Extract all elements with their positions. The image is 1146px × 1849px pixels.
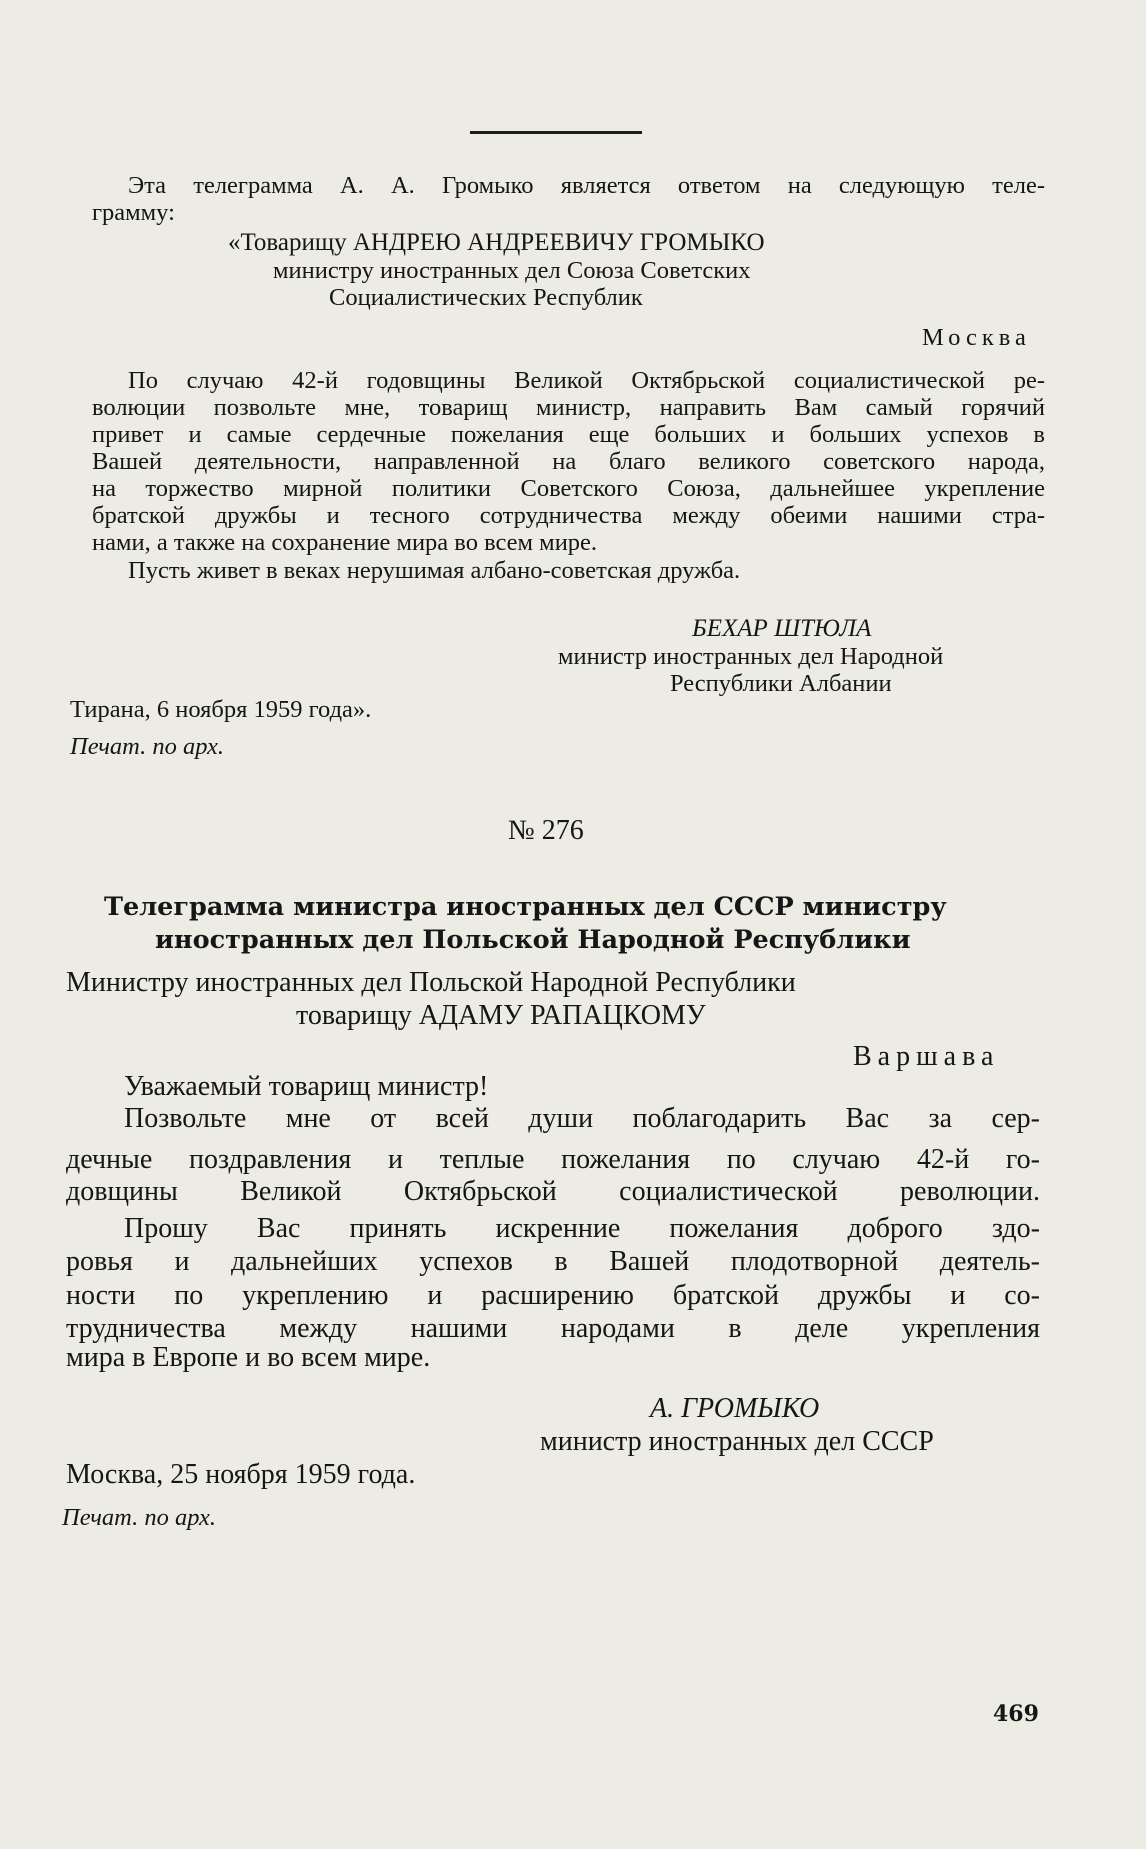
salutation: Уважаемый товарищ министр!	[124, 1071, 489, 1102]
document-heading-line: Телеграмма министра иностранных дел СССР министру	[104, 892, 947, 922]
signature-name: А. ГРОМЫКО	[650, 1393, 820, 1424]
body-line: ровья и дальнейших успехов в Вашей плодотворной деятель-	[66, 1246, 1040, 1277]
separator-rule	[470, 131, 642, 134]
source-note: Печат. по арх.	[62, 1504, 217, 1531]
quoted-place-date: Тирана, 6 ноября 1959 года».	[70, 696, 372, 723]
intro-line: Эта телеграмма А. А. Громыко является ответом на следующую теле-	[128, 172, 1045, 199]
quoted-signature-name: БЕХАР ШТЮЛА	[692, 615, 872, 642]
addressee-line: Министру иностранных дел Польской Народной Республики	[66, 967, 796, 998]
body-line: ности по укреплению и расширению братской дружбы и со-	[66, 1280, 1040, 1311]
signature-title: министр иностранных дел СССР	[540, 1426, 934, 1457]
quoted-body-line: волюции позвольте мне, товарищ министр, направить Вам самый горячий	[92, 394, 1045, 421]
body-line: дечные поздравления и теплые пожелания по случаю 42-й го-	[66, 1144, 1040, 1175]
city: Варшава	[853, 1041, 1000, 1072]
place-date: Москва, 25 ноября 1959 года.	[66, 1459, 416, 1490]
body-line: трудничества между нашими народами в деле укрепления	[66, 1313, 1040, 1344]
quoted-city: Москва	[922, 324, 1031, 351]
document-number: № 276	[508, 815, 584, 846]
quoted-signature-title: Республики Албании	[670, 670, 892, 697]
intro-line: грамму:	[92, 199, 175, 226]
quoted-body-line: нами, а также на сохранение мира во всем мире.	[92, 529, 598, 556]
quoted-body-line: Вашей деятельности, направленной на благо великого советского народа,	[92, 448, 1045, 475]
body-line: Прошу Вас принять искренние пожелания доброго здо-	[124, 1213, 1040, 1244]
quoted-body-line: По случаю 42-й годовщины Великой Октябрьской социалистической ре-	[128, 367, 1045, 394]
addressee-line: товарищу АДАМУ РАПАЦКОМУ	[296, 1000, 706, 1031]
body-line: довщины Великой Октябрьской социалистической революции.	[66, 1176, 1040, 1207]
quoted-body-line: братской дружбы и тесного сотрудничества между обеими нашими стра-	[92, 502, 1045, 529]
quoted-source-note: Печат. по арх.	[70, 733, 225, 760]
quoted-body-line: Пусть живет в веках нерушимая албано-советская дружба.	[128, 557, 741, 584]
body-line: мира в Европе и во всем мире.	[66, 1342, 431, 1373]
body-line: Позвольте мне от всей души поблагодарить Вас за сер-	[124, 1103, 1040, 1134]
quoted-addressee-line: Социалистических Республик	[329, 284, 643, 311]
quoted-addressee-line: «Товарищу АНДРЕЮ АНДРЕЕВИЧУ ГРОМЫКО	[228, 229, 765, 256]
quoted-signature-title: министр иностранных дел Народной	[558, 643, 944, 670]
quoted-body-line: на торжество мирной политики Советского Союза, дальнейшее укрепление	[92, 475, 1045, 502]
page-number: 469	[993, 1701, 1039, 1727]
quoted-body-line: привет и самые сердечные пожелания еще больших и больших успехов в	[92, 421, 1045, 448]
quoted-addressee-line: министру иностранных дел Союза Советских	[273, 257, 751, 284]
document-heading-line: иностранных дел Польской Народной Республики	[155, 925, 911, 955]
